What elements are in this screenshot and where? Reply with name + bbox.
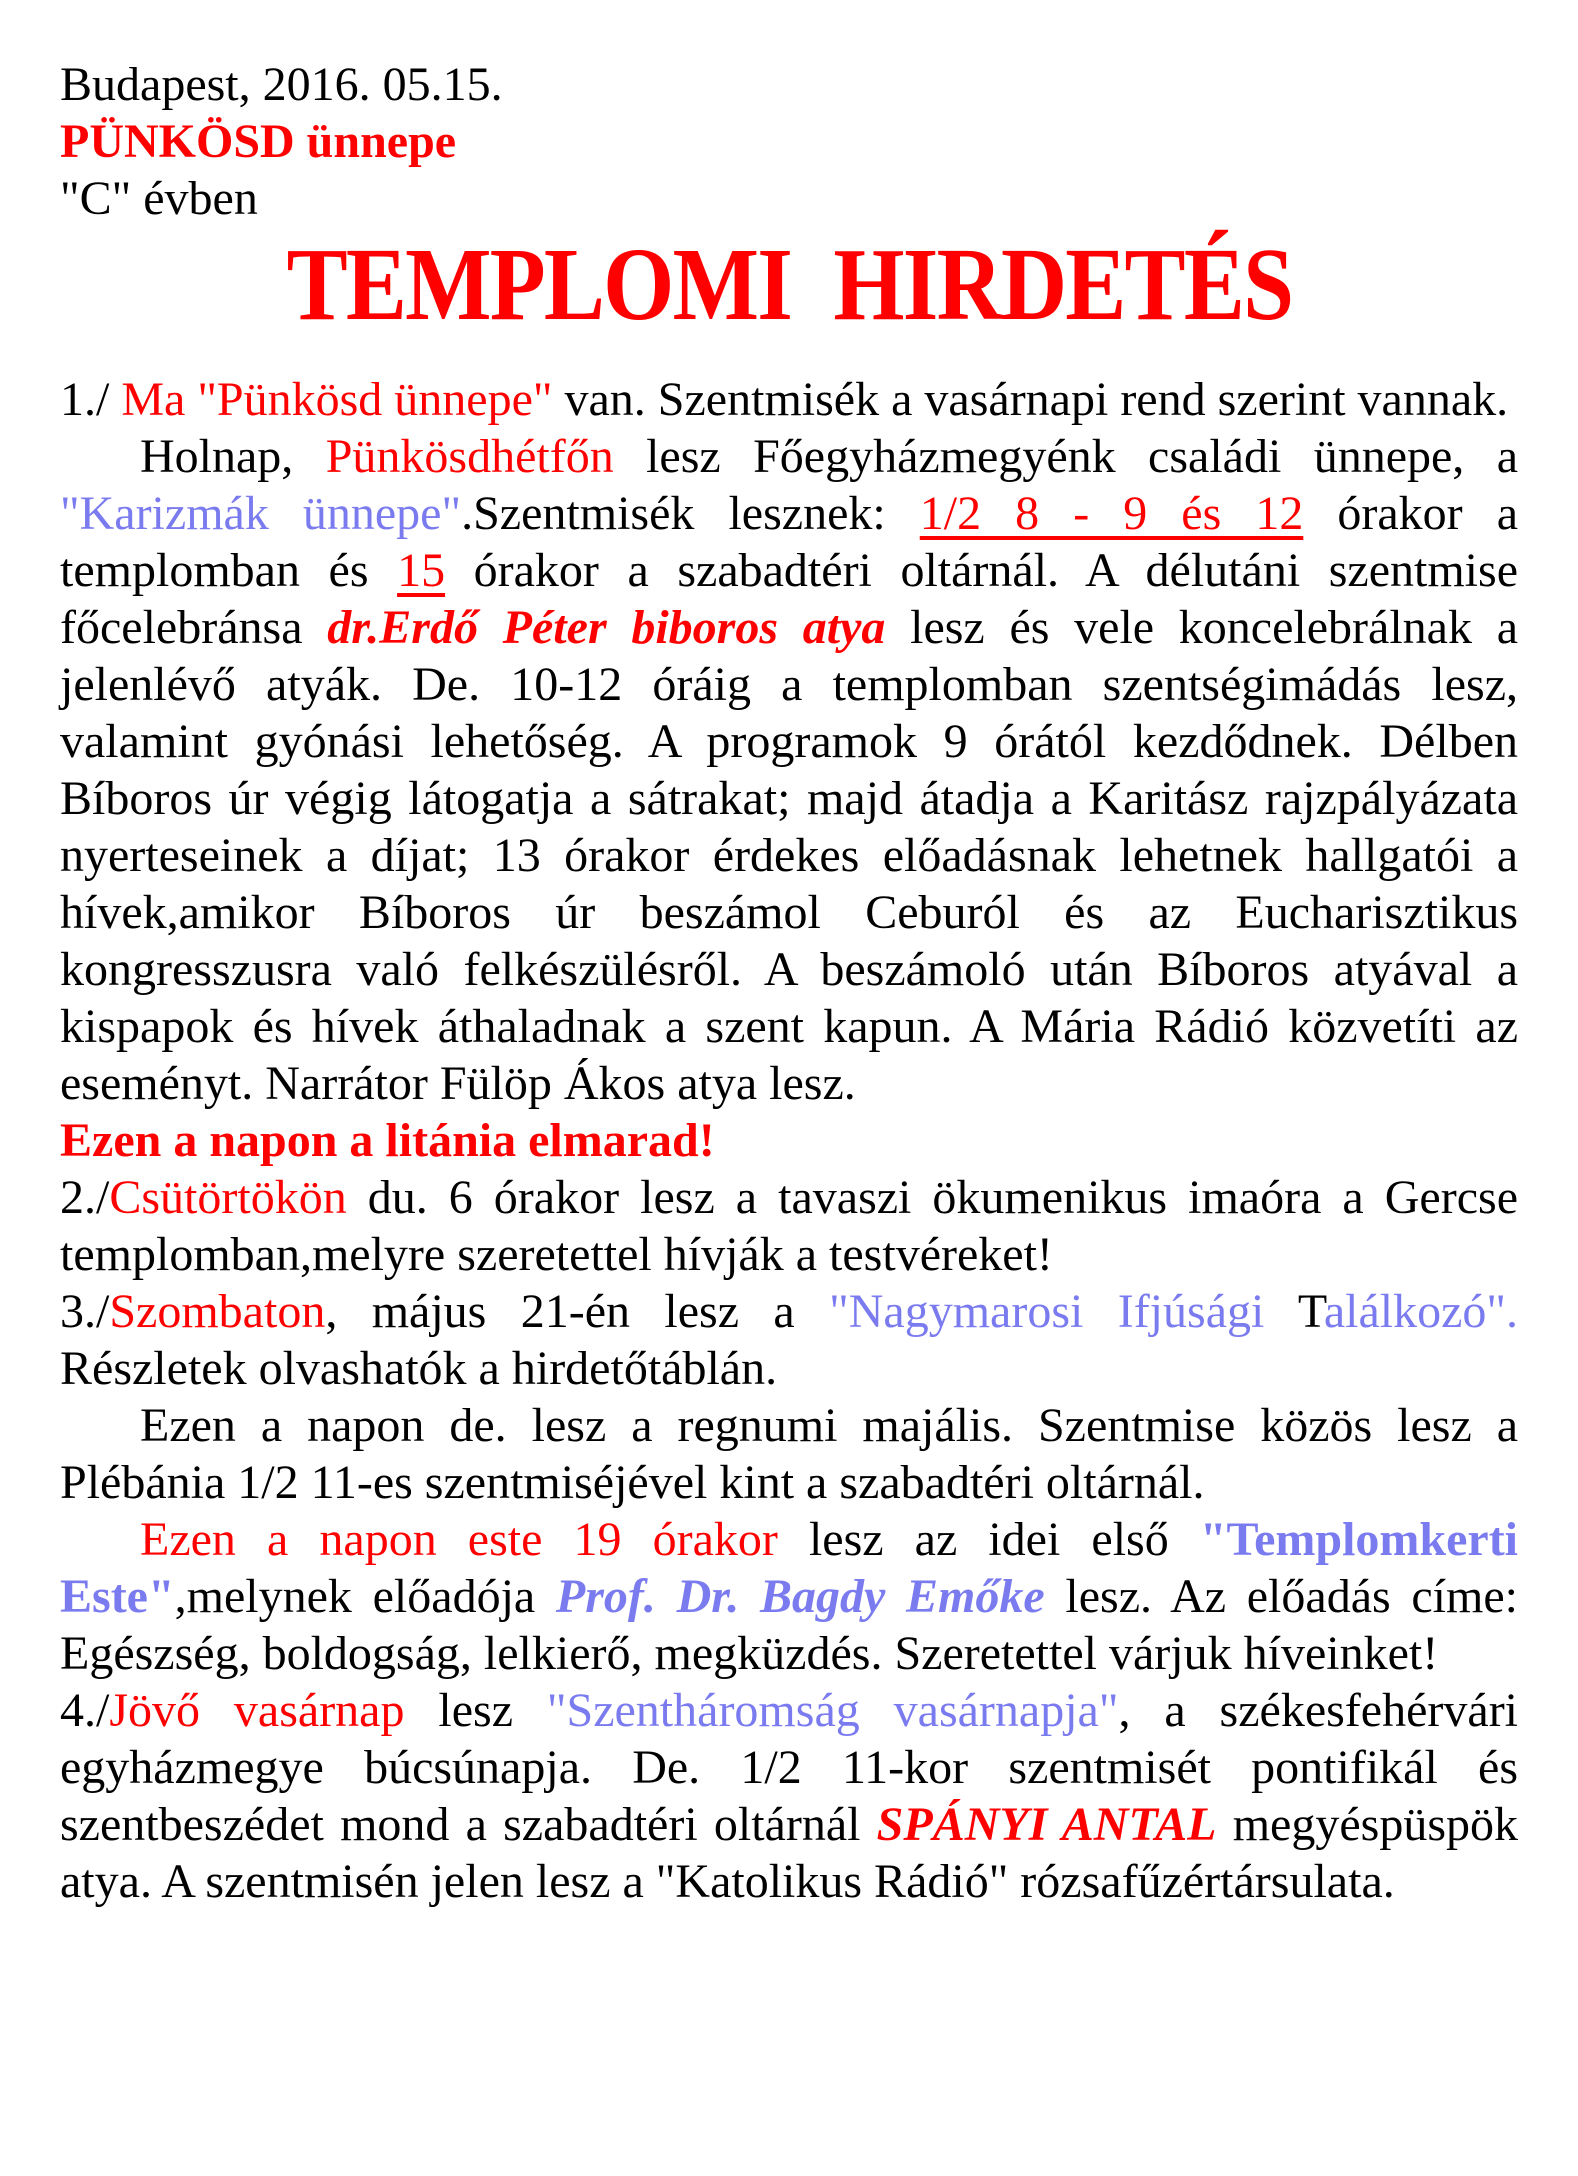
text-run: Ezen a napon este 19 órakor	[140, 1513, 778, 1566]
text-run: Jövő vasárnap	[109, 1684, 405, 1737]
text-run: Prof. Dr. Bagdy Emőke	[555, 1570, 1045, 1623]
text-run: Csütörtökön	[109, 1171, 347, 1224]
text-run: van. Szentmisék a vasárnapi rend szerint vannak.	[552, 373, 1509, 426]
text-run: , a székesfehérvári egyházmegye búcsúnapja. De. 1/2 11-kor szentmisét pontifikál és szentbeszédet mond a szabadtéri oltárnál	[60, 1684, 1519, 1851]
text-run: Szombaton	[109, 1285, 326, 1338]
header-year-line: "C" évben	[60, 172, 258, 225]
header-feast-line: PÜNKÖSD ünnepe	[60, 115, 457, 168]
header-date-line: Budapest, 2016. 05.15.	[60, 58, 503, 111]
text-run: 4./	[60, 1684, 110, 1737]
document-header	[60, 56, 1518, 227]
page-title-row	[60, 227, 1518, 365]
text-run: "Templomkerti Este"	[60, 1513, 1519, 1623]
text-run: 3./	[60, 1285, 110, 1338]
text-run: T	[1297, 1285, 1324, 1338]
text-run: dr.Erdő Péter biboros atya	[327, 601, 886, 654]
text-run: "Szentháromság vasárnapja"	[546, 1684, 1119, 1737]
document-body	[60, 371, 1518, 1910]
text-run: 15	[397, 544, 446, 597]
text-run: Holnap,	[140, 430, 326, 483]
text-run: Részletek olvashatók a hirdetőtáblán.	[60, 1342, 778, 1395]
text-run: Ezen a napon de. lesz a regnumi majális. Szentmise közös lesz a Plébánia 1/2 11-es szentmiséjével kint a szabadtéri oltárnál.	[60, 1399, 1518, 1509]
text-run: lesz. Az előadás címe: Egészség, boldogság, lelkierő, megküzdés. Szeretettel várjuk híveinket!	[60, 1570, 1518, 1680]
text-run: SPÁNYI ANTAL	[876, 1798, 1217, 1851]
text-run: lesz az idei első	[777, 1513, 1200, 1566]
text-run: "Karizmák ünnepe"	[60, 487, 462, 540]
paragraph	[60, 1682, 1518, 1910]
paragraph	[60, 1283, 1518, 1397]
paragraph	[60, 1511, 1518, 1682]
text-run: lesz	[404, 1684, 547, 1737]
text-run: Ezen a napon a litánia elmarad!	[60, 1114, 715, 1167]
paragraph	[60, 371, 1518, 428]
text-run: 2./	[60, 1171, 110, 1224]
text-run: Ma "Pünkösd ünnepe"	[121, 373, 553, 426]
text-run: 1./	[60, 373, 122, 426]
text-run: , május 21-én lesz a	[325, 1285, 830, 1338]
page-title: TEMPLOMI HIRDETÉS	[286, 227, 1292, 342]
text-run: "Nagymarosi Ifjúsági	[829, 1285, 1298, 1338]
text-run: lesz és vele koncelebrálnak a jelenlévő atyák. De. 10-12 óráig a templomban szentségimádás lesz, valamint gyónási lehetőség. A programok 9 órától kezdődnek. Délben Bíboros úr végig látogatja a sátrakat; majd átadja a Karitász rajzpályázata nyerteseinek a díjat; 13 órakor érdekes előadásnak lehetnek hallgatói a hívek,amikor Bíboros úr beszámol Ceburól és az Eucharisztikus kongresszusra való felkészülésről. A beszámoló után Bíboros atyával a kispapok és hívek áthaladnak a szent kapun. A Mária Rádió közvetíti az eseményt. Narrátor Fülöp Ákos atya lesz.	[60, 601, 1518, 1110]
paragraph	[60, 1397, 1518, 1511]
text-run: du. 6 órakor lesz a tavaszi ökumenikus imaóra a Gercse templomban,melyre szeretettel hívják a testvéreket!	[60, 1171, 1518, 1281]
text-run: megyéspüspök atya. A szentmisén jelen lesz a "Katolikus Rádió" rózsafűzértársulata.	[60, 1798, 1518, 1908]
text-run: órakor a templomban és	[60, 487, 1519, 597]
text-run: .Szentmisék lesznek:	[461, 487, 920, 540]
text-run: órakor a szabadtéri oltárnál. A délutáni szentmise főcelebránsa	[60, 544, 1518, 654]
text-run: alálkozó".	[1323, 1285, 1519, 1338]
paragraph	[60, 1112, 1518, 1169]
text-run: Pünkösdhétfőn	[325, 430, 614, 483]
paragraph	[60, 428, 1518, 1112]
paragraph	[60, 1169, 1518, 1283]
text-run: lesz Főegyházmegyénk családi ünnepe, a	[613, 430, 1519, 483]
text-run: ,melynek előadója	[174, 1570, 556, 1623]
text-run: 1/2 8 - 9 és 12	[919, 487, 1304, 540]
